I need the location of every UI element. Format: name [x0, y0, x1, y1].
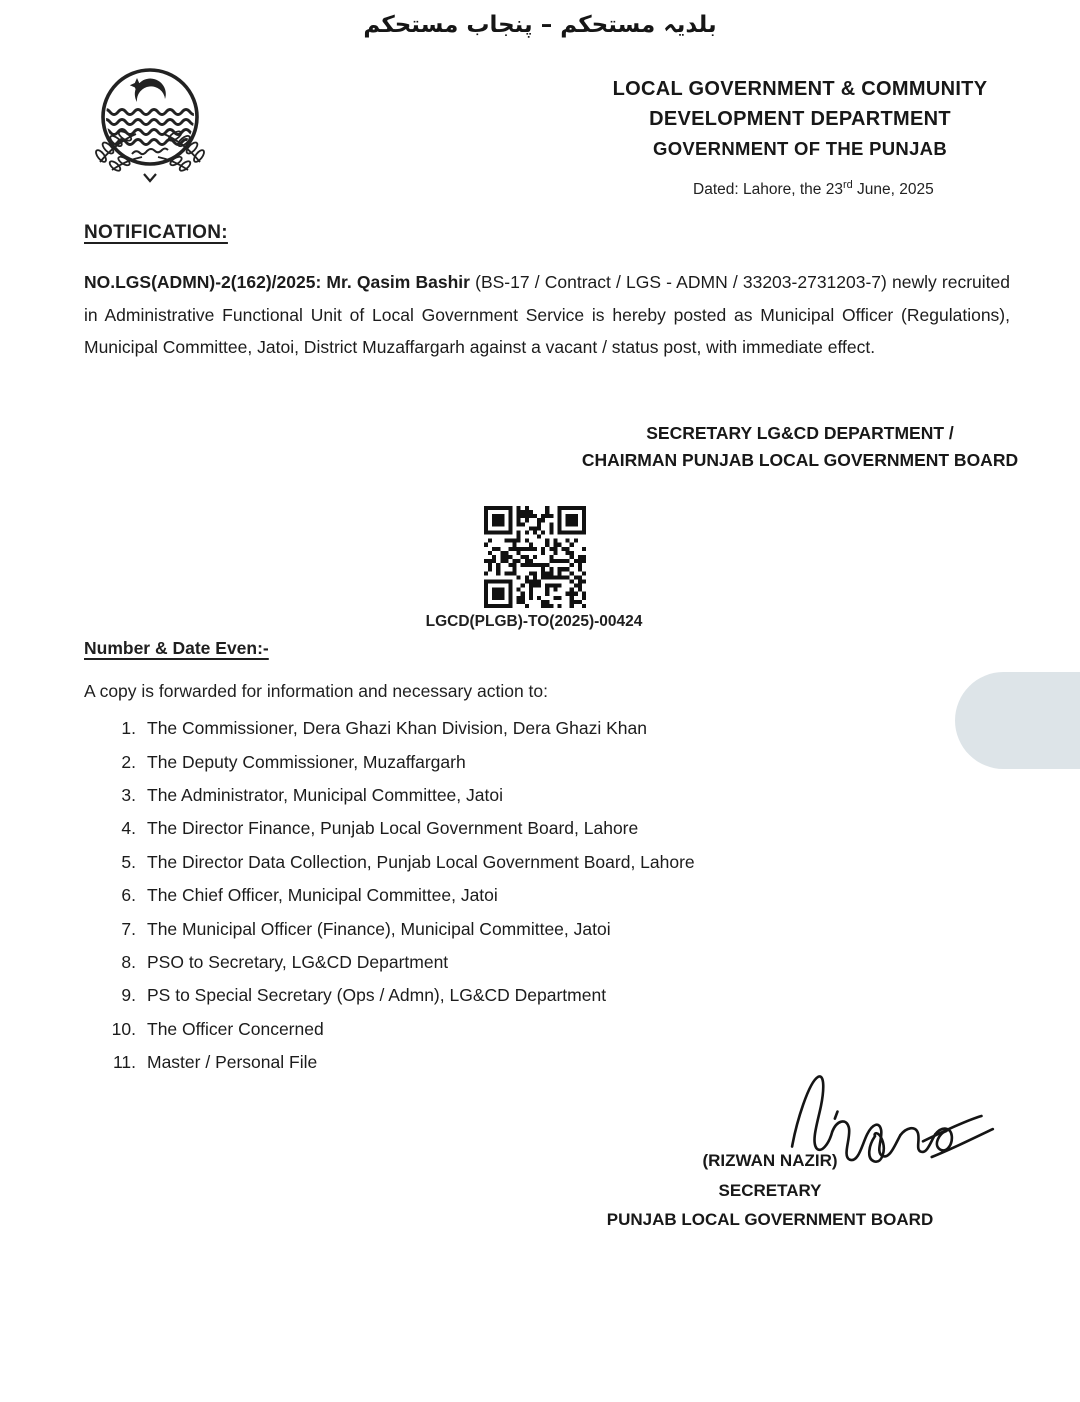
date-line: [693, 179, 934, 199]
list-item-number: 1.: [121, 718, 136, 739]
list-item: [96, 946, 916, 979]
list-item: [96, 912, 916, 945]
qr-code-label: LGCD(PLGB)-TO(2025)-00424: [425, 613, 643, 630]
punjab-crest-icon: [84, 62, 216, 188]
signatory-name: (RIZWAN NAZIR): [702, 1151, 838, 1170]
list-item: [96, 879, 916, 912]
list-item-text: The Officer Concerned: [147, 1018, 324, 1039]
list-item: [96, 1013, 916, 1046]
body-text: (BS-17 / Contract / LGS - ADMN / 33203-2731203-7) newly recruited in Administrative Functional Unit of Local Government Service is hereby posted as Municipal Officer (Regulations), Municipal Committee, Jatoi, District Muzaffargarh against a vacant / status post, with immediate effect.: [84, 272, 1010, 357]
list-item-text: The Deputy Commissioner, Muzaffargarh: [147, 751, 466, 772]
list-item-number: 2.: [121, 751, 136, 772]
notification-body: [84, 266, 1010, 364]
list-item-number: 6.: [121, 885, 136, 906]
signatory-designation-line-2: CHAIRMAN PUNJAB LOCAL GOVERNMENT BOARD: [581, 450, 1019, 470]
list-item-text: The Chief Officer, Municipal Committee, Jatoi: [147, 885, 498, 906]
list-item-number: 7.: [121, 918, 136, 939]
scan-artifact: [955, 672, 1080, 769]
number-date-heading: Number & Date Even:-: [84, 638, 269, 658]
notification-heading: NOTIFICATION:: [84, 222, 228, 243]
list-item: [96, 745, 916, 778]
list-item: [96, 979, 916, 1012]
list-item-number: 4.: [121, 818, 136, 839]
header-line-2: DEVELOPMENT DEPARTMENT: [649, 108, 951, 130]
date-prefix: Dated: Lahore, the 23: [693, 181, 843, 199]
list-item-number: 9.: [121, 985, 136, 1006]
signatory-organization: PUNJAB LOCAL GOVERNMENT BOARD: [606, 1210, 934, 1229]
list-item-text: The Director Finance, Punjab Local Government Board, Lahore: [147, 818, 639, 839]
date-ordinal-suffix: rd: [842, 179, 853, 191]
signatory-title: SECRETARY: [718, 1180, 822, 1200]
officer-name: Mr. Qasim Bashir: [321, 272, 470, 292]
list-item-text: PSO to Secretary, LG&CD Department: [147, 951, 449, 972]
list-item-number: 3.: [121, 784, 136, 805]
list-item: [96, 846, 916, 879]
signatory-designation: [540, 420, 1060, 474]
qr-code: [484, 506, 586, 608]
reference-number: NO.LGS(ADMN)-2(162)/2025:: [84, 272, 322, 292]
distribution-list: [96, 712, 916, 1079]
list-item-text: Master / Personal File: [147, 1052, 318, 1073]
list-item-number: 8.: [121, 951, 136, 972]
list-item-text: The Administrator, Municipal Committee, Jatoi: [147, 784, 503, 805]
list-item-text: The Municipal Officer (Finance), Municipal Committee, Jatoi: [147, 918, 611, 939]
list-item: [96, 712, 916, 745]
list-item-text: The Director Data Collection, Punjab Local Government Board, Lahore: [147, 851, 695, 872]
list-item-text: The Commissioner, Dera Ghazi Khan Division, Dera Ghazi Khan: [147, 718, 647, 739]
list-item: [96, 779, 916, 812]
signatory-designation-line-1: SECRETARY LG&CD DEPARTMENT /: [646, 423, 954, 443]
date-suffix: June, 2025: [852, 181, 934, 199]
header-line-1: LOCAL GOVERNMENT & COMMUNITY: [612, 78, 988, 100]
urdu-slogan: بلدیہ مستحکم – پنجاب مستحکم: [363, 12, 717, 38]
copy-forwarded-line: A copy is forwarded for information and necessary action to:: [84, 681, 548, 701]
list-item-number: 10.: [111, 1018, 136, 1039]
list-item: [96, 812, 916, 845]
signature-block: [600, 1146, 940, 1235]
list-item-number: 5.: [121, 851, 136, 872]
list-item-text: PS to Special Secretary (Ops / Admn), LG&CD Department: [147, 985, 607, 1006]
department-header: [540, 74, 1060, 164]
header-line-3: GOVERNMENT OF THE PUNJAB: [653, 138, 947, 159]
list-item-number: 11.: [112, 1052, 136, 1073]
